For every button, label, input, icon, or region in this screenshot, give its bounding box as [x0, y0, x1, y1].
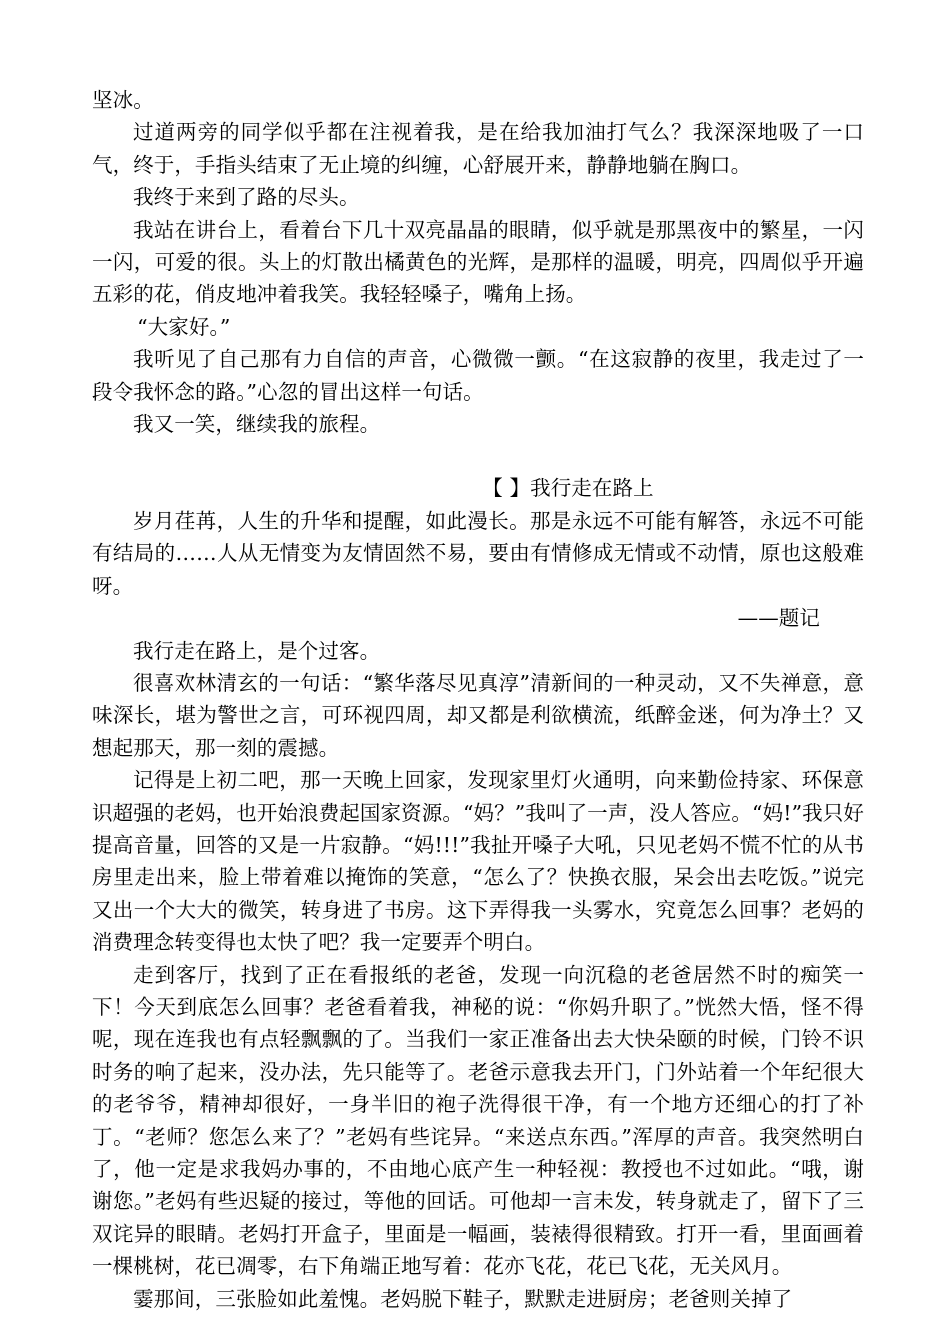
paragraph: 我行走在路上，是个过客。	[133, 638, 381, 663]
paragraph: 过道两旁的同学似乎都在注视着我，是在给我加油打气么？我深深地吸了一口气，终于，手指头结束了无止境的纠缠，心舒展开来，静静地躺在胸口。	[92, 120, 864, 177]
epigraph-signature: ——题记	[737, 606, 820, 631]
document-page	[92, 84, 864, 1315]
paragraph: 我站在讲台上，看着台下几十双亮晶晶的眼睛，似乎就是那黑夜中的繁星，一闪一闪，可爱的很。头上的灯散出橘黄色的光辉，是那样的温暖，明亮，四周似乎开遍五彩的花，俏皮地冲着我笑。我轻轻嗓子，嘴角上扬。	[92, 217, 864, 307]
paragraph: 走到客厅，找到了正在看报纸的老爸，发现一向沉稳的老爸居然不时的痴笑一下！今天到底怎么回事？老爸看着我，神秘的说：“你妈升职了。”恍然大悟，怪不得呢，现在连我也有点轻飘飘的了。当我们一家正准备出去大快朵颐的时候，门铃不识时务的响了起来，没办法，先只能等了。老爸示意我去开门，门外站着一个年纪很大的老爷爷，精神却很好，一身半旧的袍子洗得很干净，有一个地方还细心的打了补丁。“老师？您怎么来了？”老妈有些诧异。“来送点东西。”浑厚的声音。我突然明白了，他一定是求我妈办事的，不由地心底产生一种轻视：教授也不过如此。“哦，谢谢您。”老妈有些迟疑的接过，等他的回话。可他却一言未发，转身就走了，留下了三双诧异的眼睛。老妈打开盒子，里面是一幅画，装裱得很精致。打开一看，里面画着一棵桃树，花已凋零，右下角端正地写着：花亦飞花，花已飞花，无关风月。	[92, 962, 864, 1279]
paragraph: 我又一笑，继续我的旅程。	[133, 412, 381, 437]
paragraph-dialogue: “大家好。”	[137, 314, 231, 339]
paragraph: 霎那间，三张脸如此羞愧。老妈脱下鞋子，默默走进厨房；老爸则关掉了	[133, 1286, 793, 1311]
paragraph: 我终于来到了路的尽头。	[133, 185, 360, 210]
epigraph: 岁月荏苒，人生的升华和提醒，如此漫长。那是永远不可能有解答，永远不可能有结局的……人从无情变为友情固然不易，要由有情修成无情或不动情，原也这般难呀。	[92, 508, 864, 598]
paragraph: 我听见了自己那有力自信的声音，心微微一颤。“在这寂静的夜里，我走过了一段令我怀念的路。”心忽的冒出这样一句话。	[92, 347, 864, 404]
continuation-line: 坚冰。	[92, 88, 154, 112]
section-gap	[92, 440, 864, 472]
essay-title: 【 】我行走在路上	[482, 476, 654, 501]
paragraph: 记得是上初二吧，那一天晚上回家，发现家里灯火通明，向来勤俭持家、环保意识超强的老妈，也开始浪费起国家资源。“妈？”我叫了一声，没人答应。“妈!”我只好提高音量，回答的又是一片寂静。“妈!!!”我扯开嗓子大吼，只见老妈不慌不忙的从书房里走出来，脸上带着难以掩饰的笑意，“怎么了？快换衣服，呆会出去吃饭。”说完又出一个大大的微笑，转身进了书房。这下弄得我一头雾水，究竟怎么回事？老妈的消费理念转变得也太快了吧？我一定要弄个明白。	[92, 768, 864, 955]
paragraph: 很喜欢林清玄的一句话：“繁华落尽见真淳”清新间的一种灵动，又不失禅意，意味深长，堪为警世之言，可环视四周，却又都是利欲横流，纸醉金迷，何为净土？又想起那天，那一刻的震撼。	[92, 670, 864, 760]
